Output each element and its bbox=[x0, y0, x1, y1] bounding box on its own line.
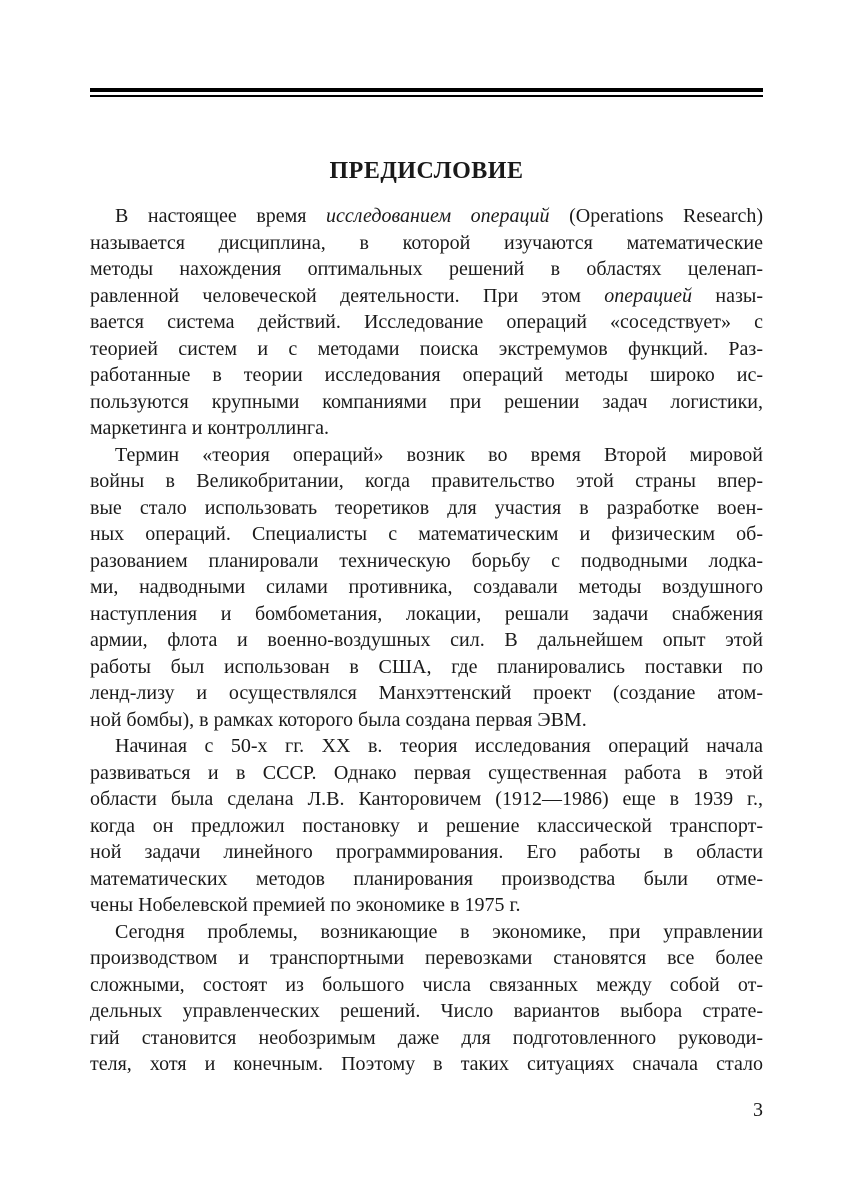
paragraph-2 bbox=[90, 442, 763, 734]
text-line: производством и транспортными перевозками становятся все более bbox=[90, 947, 763, 969]
text-line: методы нахождения оптимальных решений в областях целенап- bbox=[90, 258, 763, 280]
text-line: пользуются крупными компаниями при решении задач логистики, bbox=[90, 390, 763, 413]
text-line: работы был использован в США, где планировались поставки по bbox=[90, 655, 763, 678]
text-line: теорией систем и с методами поиска экстремумов функций. Раз- bbox=[90, 337, 763, 360]
text-line: ленд-лизу и осуществлялся Манхэттенский проект (создание атом- bbox=[90, 682, 763, 704]
text-segment: В настоящее время bbox=[115, 205, 327, 227]
text-line: войны в Великобритании, когда правительство этой страны впер- bbox=[90, 470, 763, 492]
text-line: ной бомбы), в рамках которого была создана первая ЭВМ. bbox=[90, 708, 587, 731]
italic-term: операцией bbox=[604, 284, 693, 307]
text-segment: (Operations Research) bbox=[549, 205, 763, 227]
paragraph-3 bbox=[90, 733, 763, 919]
page-number: 3 bbox=[753, 1099, 763, 1121]
page-body bbox=[90, 203, 763, 1078]
paragraph-4 bbox=[90, 919, 763, 1078]
text-line: работанные в теории исследования операций методы широко ис- bbox=[90, 364, 763, 386]
text-line: Сегодня проблемы, возникающие в экономике, при управлении bbox=[115, 920, 763, 943]
text-segment: назы- bbox=[692, 284, 763, 307]
text-line: Термин «теория операций» возник во время Второй мировой bbox=[115, 443, 763, 466]
text-line: теля, хотя и конечным. Поэтому в таких ситуациях сначала стало bbox=[90, 1053, 763, 1075]
text-line: ми, надводными силами противника, создавали методы воздушного bbox=[90, 576, 763, 598]
text-line: Начиная с 50-х гг. XX в. теория исследования операций начала bbox=[115, 735, 763, 757]
text-line: сложными, состоят из большого числа связанных между собой от- bbox=[90, 973, 763, 996]
text-line: дельных управленческих решений. Число вариантов выбора страте- bbox=[90, 1000, 763, 1022]
text-line: ных операций. Специалисты с математическим и физическим об- bbox=[90, 523, 763, 545]
text-line: разованием планировали техническую борьбу с подводными лодка- bbox=[90, 549, 763, 572]
text-line: гий становится необозримым даже для подготовленного руководи- bbox=[90, 1026, 763, 1049]
text-line: вается система действий. Исследование операций «соседствует» с bbox=[90, 311, 763, 333]
paragraph-1 bbox=[90, 203, 763, 442]
text-line: маркетинга и контроллинга. bbox=[90, 417, 329, 439]
text-line: ной задачи линейного программирования. Его работы в области bbox=[90, 841, 763, 863]
text-line: чены Нобелевской премией по экономике в 1975 г. bbox=[90, 894, 521, 916]
header-double-rule bbox=[90, 88, 763, 97]
text-line bbox=[90, 203, 763, 230]
italic-term: исследованием операций bbox=[326, 205, 550, 227]
page-title: ПРЕДИСЛОВИЕ bbox=[329, 158, 524, 184]
text-line: наступления и бомбометания, локации, решали задачи снабжения bbox=[90, 602, 763, 625]
text-line: области была сделана Л.В. Канторовичем (1912—1986) еще в 1939 г., bbox=[90, 788, 763, 810]
text-line: называется дисциплина, в которой изучаются математические bbox=[90, 231, 763, 254]
text-line: армии, флота и военно-воздушных сил. В дальнейшем опыт этой bbox=[90, 629, 763, 651]
text-line: развиваться и в СССР. Однако первая существенная работа в этой bbox=[90, 761, 763, 784]
text-line bbox=[90, 283, 763, 310]
text-line: математических методов планирования производства были отме- bbox=[90, 867, 763, 890]
text-line: вые стало использовать теоретиков для участия в разработке воен- bbox=[90, 496, 763, 519]
text-segment: равленной человеческой деятельности. При этом bbox=[90, 284, 605, 307]
text-line: когда он предложил постановку и решение классической транспорт- bbox=[90, 814, 763, 837]
